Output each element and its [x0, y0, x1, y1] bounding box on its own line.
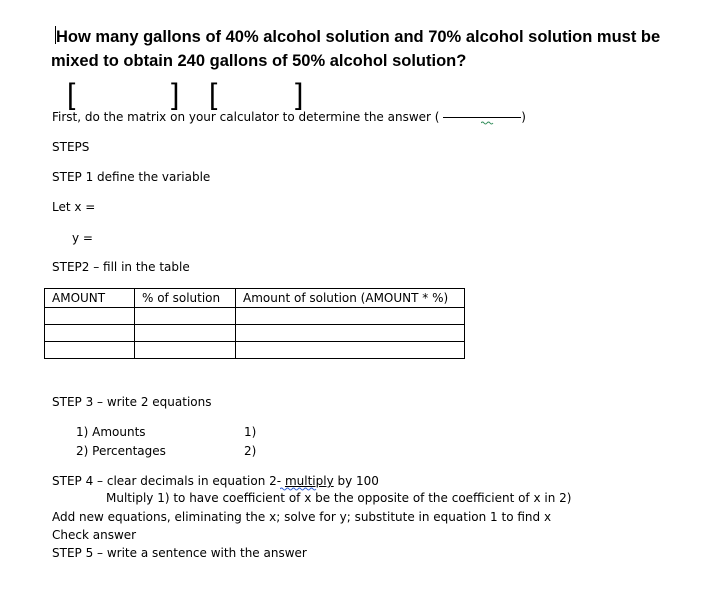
- matrix-instruction-close: ): [521, 110, 526, 124]
- solution-table: [44, 288, 465, 359]
- table-header-percent: % of solution: [135, 289, 236, 308]
- matrix-instruction: [52, 110, 526, 124]
- step4-label-end: by 100: [333, 474, 379, 488]
- table-row: [45, 308, 465, 325]
- matrix-left-bracket-1: [: [67, 78, 76, 111]
- step1-label: STEP 1 define the variable: [52, 170, 211, 184]
- equation-list-item: 2) Percentages: [76, 444, 166, 458]
- table-cell[interactable]: [135, 342, 236, 359]
- table-header-amount: AMOUNT: [45, 289, 135, 308]
- question-line-2: mixed to obtain 240 gallons of 50% alcohol solution?: [51, 52, 467, 70]
- step4-label: [52, 474, 379, 488]
- step5-label: STEP 5 – write a sentence with the answer: [52, 546, 307, 560]
- table-cell[interactable]: [45, 325, 135, 342]
- question-line-1: How many gallons of 40% alcohol solution and 70% alcohol solution must be: [56, 28, 661, 46]
- table-cell[interactable]: [135, 308, 236, 325]
- table-cell[interactable]: [135, 325, 236, 342]
- table-header-row: [45, 289, 465, 308]
- table-header-amount-of-solution: Amount of solution (AMOUNT * %): [236, 289, 465, 308]
- matrix-right-bracket-2: ]: [295, 78, 304, 111]
- step3-label: STEP 3 – write 2 equations: [52, 395, 212, 409]
- table-row: [45, 342, 465, 359]
- step2-label: STEP2 – fill in the table: [52, 260, 190, 274]
- let-x-line: Let x =: [52, 200, 96, 214]
- equation-list-item: 1): [244, 425, 257, 439]
- table-row: [45, 325, 465, 342]
- matrix-right-bracket-1: ]: [171, 78, 180, 111]
- table-cell[interactable]: [236, 342, 465, 359]
- table-cell[interactable]: [45, 342, 135, 359]
- matrix-instruction-text: First, do the matrix on your calculator to determine the answer (: [52, 110, 440, 124]
- matrix-left-bracket-2: [: [209, 78, 218, 111]
- step4-label-start: STEP 4 – clear decimals in equation 2-: [52, 474, 282, 488]
- step4-line-2: Multiply 1) to have coefficient of x be the opposite of the coefficient of x in 2): [106, 491, 572, 505]
- answer-blank[interactable]: [443, 117, 521, 118]
- steps-heading: STEPS: [52, 140, 90, 154]
- table-cell[interactable]: [236, 325, 465, 342]
- y-line: y =: [72, 231, 93, 245]
- equation-list-item: 2): [244, 444, 257, 458]
- step4-line-4: Check answer: [52, 528, 137, 542]
- step4-multiply-link: multiply: [284, 474, 334, 488]
- spellcheck-squiggle-icon: [481, 121, 495, 125]
- table-cell[interactable]: [236, 308, 465, 325]
- step4-line-3: Add new equations, eliminating the x; solve for y; substitute in equation 1 to find x: [52, 510, 552, 524]
- equation-list-item: 1) Amounts: [76, 425, 146, 439]
- table-cell[interactable]: [45, 308, 135, 325]
